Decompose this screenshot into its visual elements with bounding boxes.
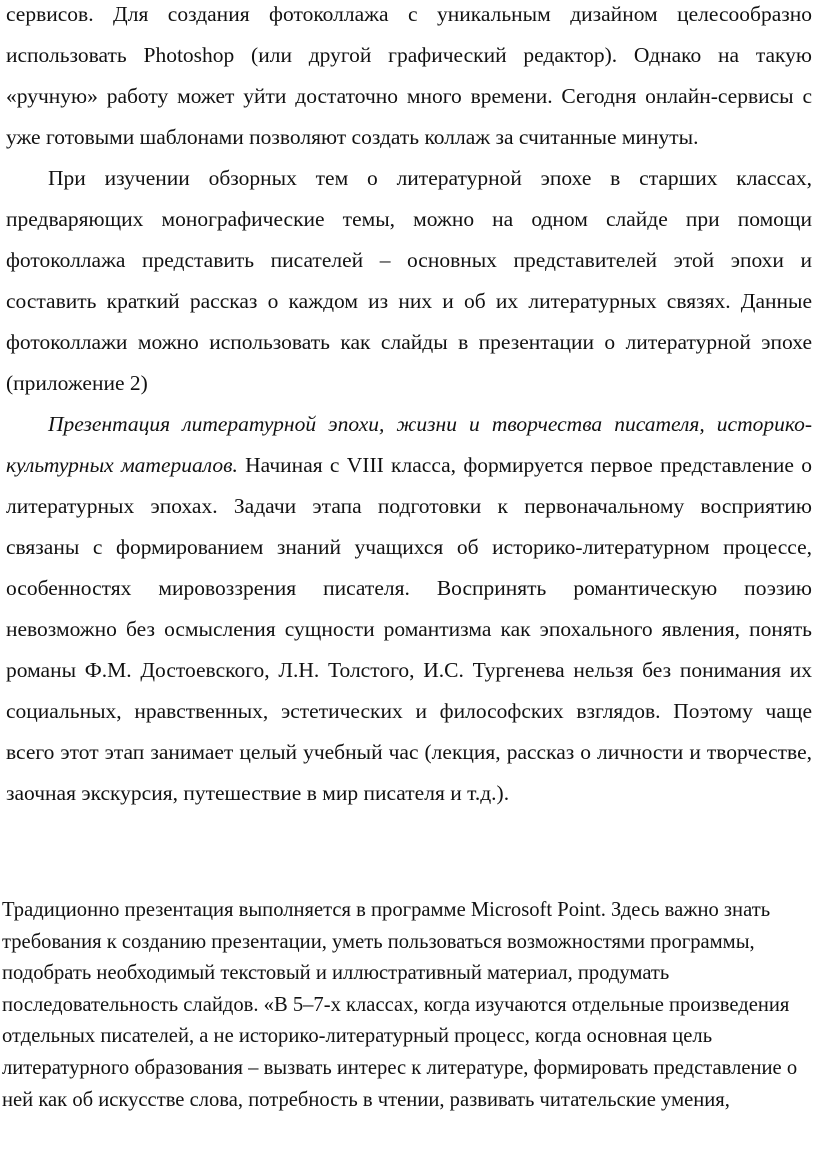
paragraph-literary-epoch: При изучении обзорных тем о литературной эпохе в старших классах, предваряющих монографические темы, можно на одном слайде при помощи фотоколлажа представить писателей – основных представителей этой эпохи и составить краткий рассказ о каждом из них и об их литературных связях. Данные фотоколлажи можно использовать как слайды в презентации о литературной эпохе (приложение 2) (6, 166, 812, 395)
paragraph-traditional-presentation: Традиционно презентация выполняется в программе Microsoft Point. Здесь важно знать требования к созданию презентации, уметь пользоваться возможностями программы, подобрать необходимый текстовый и иллюстративный материал, продумать последовательность слайдов. «В 5–7-х классах, когда изучаются отдельные произведения отдельных писателей, а не историко-литературный процесс, когда основная цель литературного образования – вызвать интерес к литературе, формировать представление о ней как об искусстве слова, потребность в чтении, развивать читательские умения, (2, 899, 798, 1111)
paragraph-presentation-body: Начиная с VIII класса, формируется первое представление о литературных эпохах. Задачи этапа подготовки к первоначальному восприятию связаны с формированием знаний учащихся об историко-литературном процессе, особенностях мировоззрения писателя. Воспринять романтическую поэзию невозможно без осмысления сущности романтизма как эпохального явления, понять романы Ф.М. Достоевского, Л.Н. Толстого, И.С. Тургенева нельзя без понимания их социальных, нравственных, эстетических и философских взглядов. Поэтому чаще всего этот этап занимает целый учебный час (лекция, рассказ о личности и творчестве, заочная экскурсия, путешествие в мир писателя и т.д.). (6, 453, 812, 805)
paragraph-continuation: сервисов. Для создания фотоколлажа с уникальным дизайном целесообразно использовать Photoshop (или другой графический редактор). Однако на такую «ручную» работу может уйти достаточно много времени. Сегодня онлайн-сервисы с уже готовыми шаблонами позволяют создать коллаж за считанные минуты. (6, 2, 812, 149)
left-aligned-text-block (2, 895, 814, 1116)
justified-text-block (6, 0, 812, 814)
paragraph-presentation (6, 404, 812, 814)
paragraph-italic-heading: Презентация литературной эпохи, жизни и творчества писателя, историко-культурных материалов. (6, 412, 812, 477)
